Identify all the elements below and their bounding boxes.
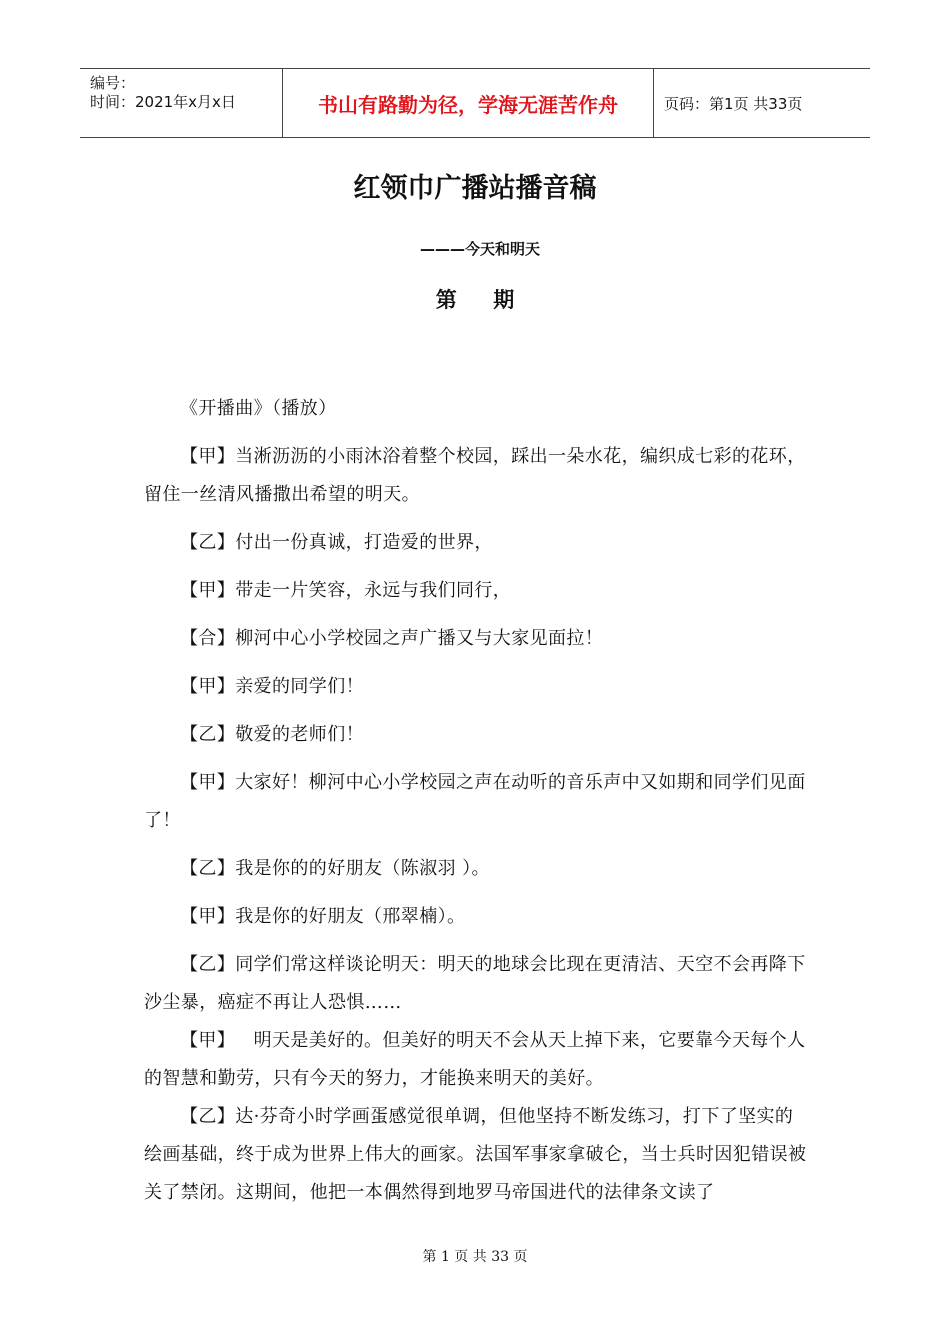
document-body (144, 390, 809, 1212)
header-table (80, 68, 870, 138)
time-label: 时间：2021年x月x日 (90, 93, 236, 111)
paragraph: 【甲】带走一片笑容，永远与我们同行， (180, 580, 512, 601)
paragraph: 【乙】我是你的的好朋友（陈淑羽 ）。 (180, 858, 490, 879)
document-title: 红领巾广播站播音稿 (353, 173, 597, 204)
paragraph: 【乙】敬爱的老师们！ (180, 724, 364, 745)
header-meta-cell (80, 69, 283, 137)
motto-text: 书山有路勤为径，学海无涯苦作舟 (318, 92, 618, 117)
header-motto-cell (283, 69, 654, 137)
paragraph: 《开播曲》（播放） (180, 398, 337, 419)
issue-number: 第 期 (435, 288, 515, 312)
page-info: 页码：第1页 共33页 (664, 94, 803, 113)
paragraph: 【合】柳河中心小学校园之声广播又与大家见面拉！ (180, 628, 604, 649)
number-label: 编号： (90, 74, 136, 92)
document-subtitle: ———今天和明天 (420, 240, 541, 258)
paragraph: 【甲】当淅沥沥的小雨沐浴着整个校园，踩出一朵水花，编织成七彩的花环，留住一丝清风播撒出希望的明天。 (144, 446, 806, 505)
paragraph: 【甲】大家好！柳河中心小学校园之声在动听的音乐声中又如期和同学们见面了！ (144, 772, 806, 831)
paragraph: 【乙】达·芬奇小时学画蛋感觉很单调，但他坚持不断发练习，打下了坚实的绘画基础，终于成为世界上伟大的画家。法国军事家拿破仑，当士兵时因犯错误被关了禁闭。这期间，他把一本偶然得到地罗马帝国进代的法律条文读了 (144, 1106, 807, 1203)
paragraph: 【乙】付出一份真诚，打造爱的世界， (180, 532, 493, 553)
paragraph: 【甲】 明天是美好的。但美好的明天不会从天上掉下来，它要靠今天每个人的智慧和勤劳，只有今天的努力，才能换来明天的美好。 (144, 1030, 806, 1089)
paragraph: 【乙】同学们常这样谈论明天：明天的地球会比现在更清洁、天空不会再降下沙尘暴，癌症不再让人恐惧…… (144, 954, 806, 1013)
paragraph: 【甲】亲爱的同学们！ (180, 676, 364, 697)
page-footer: 第 1 页 共 33 页 (422, 1249, 528, 1265)
paragraph: 【甲】我是你的好朋友（邢翠楠）。 (180, 906, 466, 927)
